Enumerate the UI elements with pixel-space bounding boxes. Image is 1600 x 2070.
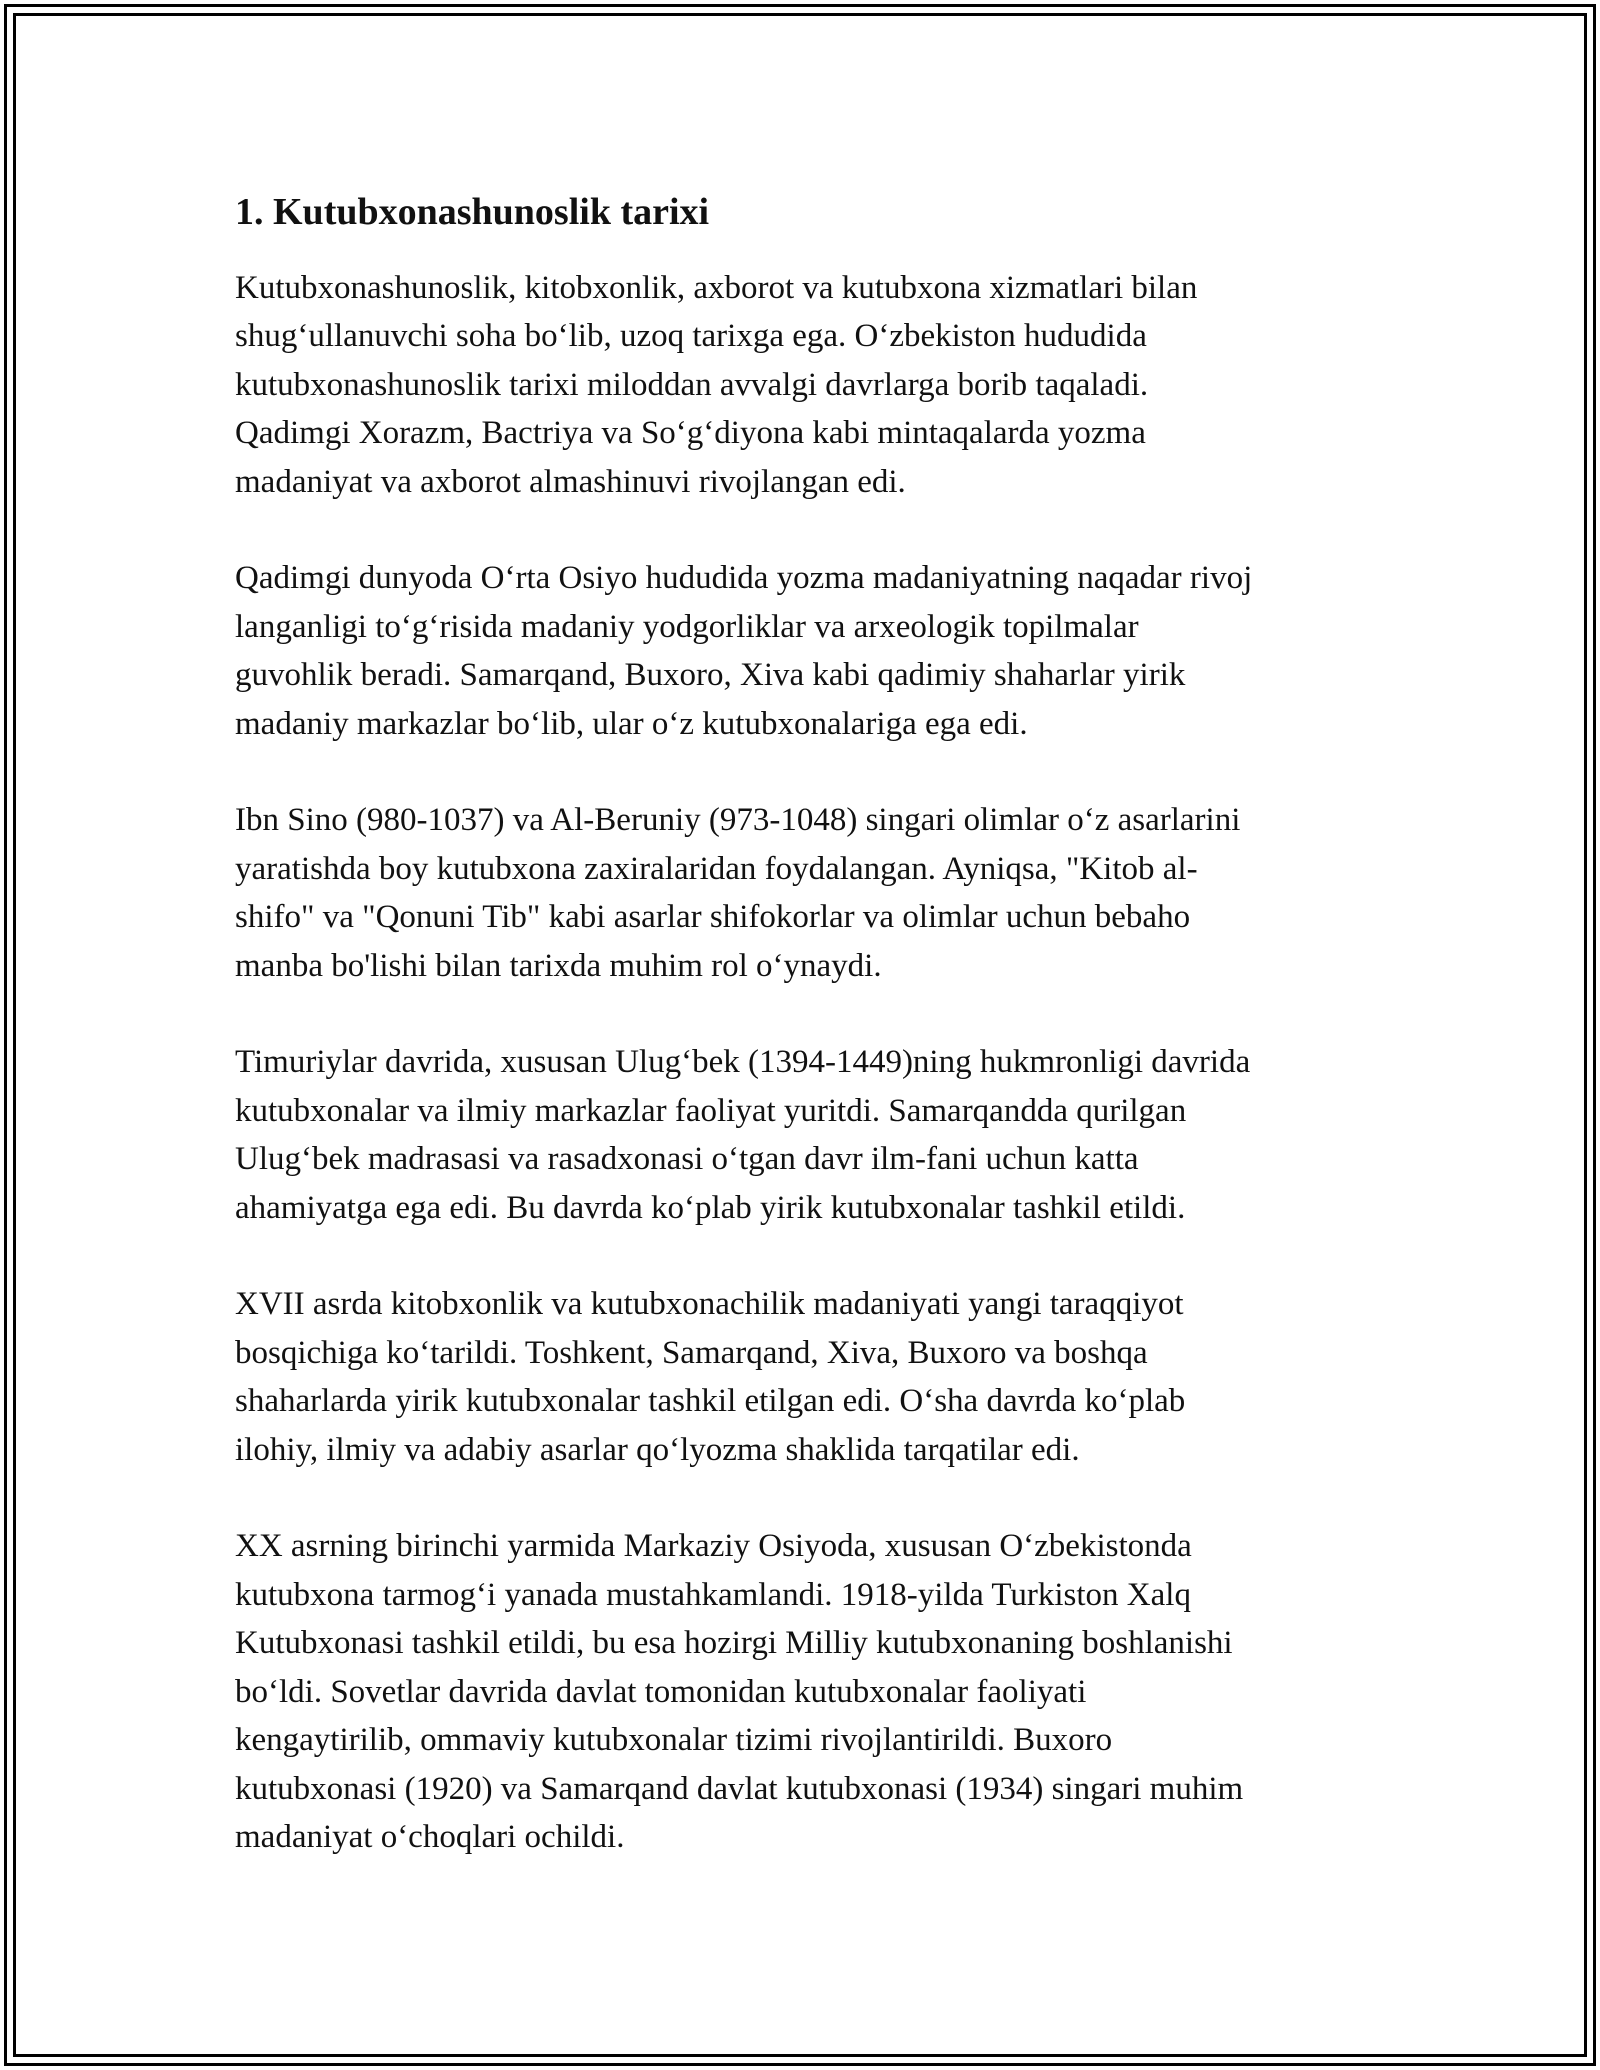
section-title: 1. Kutubxonashunoslik tarixi [235,191,710,233]
paragraph-4: Timuriylar davrida, xususan Ulug‘bek (1394-1449)ning hukmronligi davrida kutubxonalar va ilmiy markazlar faoliyat yuritdi. Samarqandda qurilgan Ulug‘bek madrasasi va rasadxonasi o‘tgan davr ilm-fani uchun katta ahamiyatga ega edi. Bu davrda ko‘plab yirik kutubxonalar tashkil etildi. [235,1044,1251,1226]
paragraph-5: XVII asrda kitobxonlik va kutubxonachilik madaniyati yangi taraqqiyot bosqichiga ko‘tarildi. Toshkent, Samarqand, Xiva, Buxoro va boshqa shaharlarda yirik kutubxonalar tashkil etilgan edi. O‘sha davrda ko‘plab ilohiy, ilmiy va adabiy asarlar qo‘lyozma shaklida tarqatilar edi. [235,1286,1186,1468]
paragraph-2: Qadimgi dunyoda O‘rta Osiyo hududida yozma madaniyatning naqadar rivoj langanligi to‘g‘risida madaniy yodgorliklar va arxeologik topilmalar guvohlik beradi. Samarqand, Buxoro, Xiva kabi qadimiy shaharlar yirik madaniy markazlar bo‘lib, ular o‘z kutubxonalariga ega edi. [235,560,1253,742]
paragraph-6: XX asrning birinchi yarmida Markaziy Osiyoda, xususan O‘zbekistonda kutubxona tarmog‘i yanada mustahkamlandi. 1918-yilda Turkiston Xalq Kutubxonasi tashkil etildi, bu esa hozirgi Milliy kutubxonaning boshlanishi bo‘ldi. Sovetlar davrida davlat tomonidan kutubxonalar faoliyati kengaytirilib, ommaviy kutubxonalar tizimi rivojlantirildi. Buxoro kutubxonasi (1920) va Samarqand davlat kutubxonasi (1934) singari muhim madaniyat o‘choqlari ochildi. [235,1528,1244,1855]
paragraph-3: Ibn Sino (980-1037) va Al-Beruniy (973-1048) singari olimlar o‘z asarlarini yaratishda boy kutubxona zaxiralaridan foydalangan. Ayniqsa, "Kitob al- shifo" va "Qonuni Tib" kabi asarlar shifokorlar va olimlar uchun bebaho manba bo'lishi bilan tarixda muhim rol o‘ynaydi. [235,802,1241,984]
paragraph-1: Kutubxonashunoslik, kitobxonlik, axborot va kutubxona xizmatlari bilan shug‘ullanuvchi soha bo‘lib, uzoq tarixga ega. O‘zbekiston hududida kutubxonashunoslik tarixi miloddan avvalgi davrlarga borib taqaladi. Qadimgi Xorazm, Bactriya va So‘g‘diyona kabi mintaqalarda yozma madaniyat va axborot almashinuvi rivojlangan edi. [235,270,1198,500]
document-body [235,186,1380,1910]
